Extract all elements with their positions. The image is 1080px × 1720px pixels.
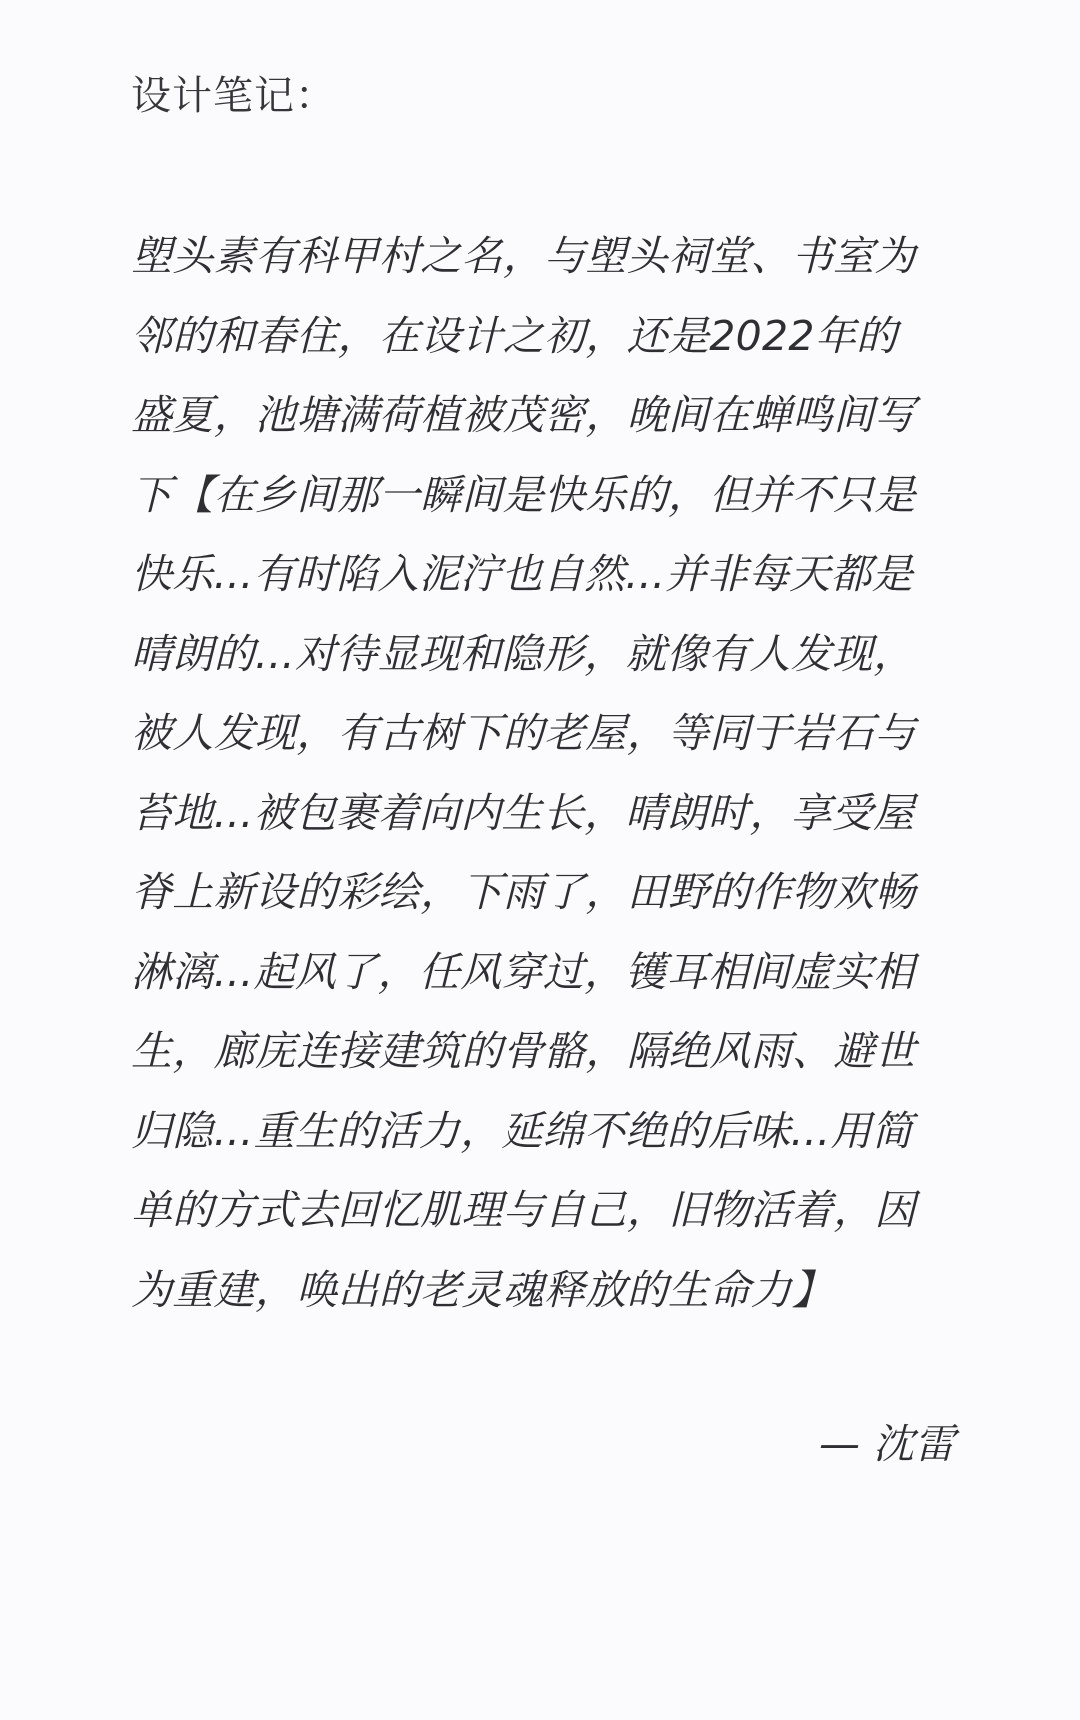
note-line: 为重建，唤出的老灵魂释放的生命力】	[131, 1265, 834, 1314]
note-line: 单的方式去回忆肌理与自己，旧物活着，因	[131, 1186, 916, 1234]
author-signature: — 沈雷	[818, 1420, 955, 1468]
note-line: 被人发现，有古树下的老屋，等同于岩石与	[131, 709, 916, 757]
note-line: 苔地...被包裹着向内生长，晴朗时，享受屋	[131, 788, 915, 837]
note-line: 邻的和春住，在设计之初，还是2022年的	[131, 311, 898, 360]
note-heading: 设计笔记：	[131, 73, 336, 119]
note-line: 淋漓...起风了，任风穿过，镬耳相间虚实相	[131, 947, 915, 996]
note-line: 晴朗的...对待显现和隐形，就像有人发现，	[131, 629, 915, 678]
note-line: 归隐...重生的活力，延绵不绝的后味...用简	[131, 1106, 914, 1155]
note-line: 快乐...有时陷入泥泞也自然...并非每天都是	[131, 550, 914, 598]
note-body	[131, 217, 961, 1330]
note-line: 下【在乡间那一瞬间是快乐的，但并不只是	[131, 470, 916, 519]
note-line: 盛夏，池塘满荷植被茂密，晚间在蝉鸣间写	[131, 391, 916, 439]
note-line: 塱头素有科甲村之名，与塱头祠堂、书室为	[131, 232, 916, 280]
note-line: 脊上新设的彩绘，下雨了，田野的作物欢畅	[131, 868, 916, 916]
note-line: 生，廊庑连接建筑的骨骼，隔绝风雨、避世	[131, 1027, 916, 1075]
